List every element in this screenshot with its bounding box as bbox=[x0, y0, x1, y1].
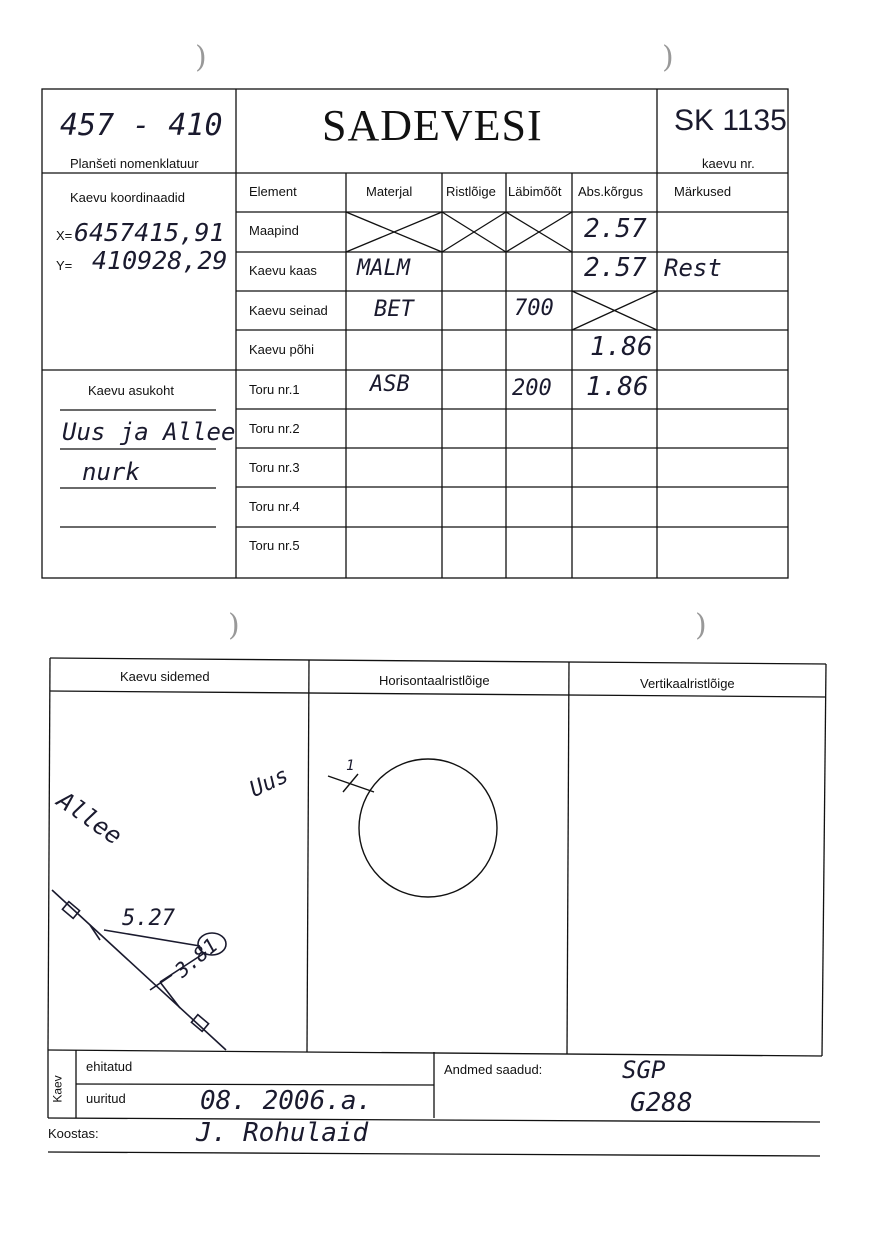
punch-hole: ) bbox=[695, 608, 707, 643]
built-label: ehitatud bbox=[86, 1059, 133, 1074]
well-circle bbox=[359, 759, 497, 897]
tie-distance-1: 5.27 bbox=[122, 906, 175, 931]
row-abs: 1.86 bbox=[590, 332, 653, 362]
well-number-label: kaevu nr. bbox=[702, 156, 755, 171]
row-element: Toru nr.5 bbox=[249, 538, 300, 553]
punch-hole: ) bbox=[195, 40, 207, 75]
map-sheet-label: Planšeti nomenklatuur bbox=[70, 156, 199, 171]
col-header-element: Element bbox=[249, 184, 297, 199]
sketch-col-ties: Kaevu sidemed bbox=[120, 669, 210, 684]
sketch-col-vertical: Vertikaalristlõige bbox=[640, 676, 735, 691]
pipe-number-mark: 1 bbox=[346, 758, 355, 774]
x-prefix: X= bbox=[56, 228, 73, 243]
data-received-value-1: SGP bbox=[622, 1056, 666, 1084]
map-sheet-value: 457 - 410 bbox=[60, 108, 223, 143]
row-element: Toru nr.2 bbox=[249, 421, 300, 436]
sketch-col-horizontal: Horisontaalristlõige bbox=[379, 673, 490, 688]
coordinates-label: Kaevu koordinaadid bbox=[70, 190, 185, 205]
page-title: SADEVESI bbox=[322, 101, 543, 150]
row-element: Kaevu põhi bbox=[249, 342, 315, 357]
street-label: Uus bbox=[246, 763, 293, 803]
col-header-markused: Märkused bbox=[674, 184, 732, 199]
row-element: Maapind bbox=[249, 223, 299, 238]
row-materjal: MALM bbox=[357, 256, 410, 281]
punch-hole: ) bbox=[662, 40, 674, 75]
punch-hole: ) bbox=[228, 608, 240, 643]
tie-distance-2: 3.81 bbox=[170, 933, 223, 983]
location-label: Kaevu asukoht bbox=[88, 383, 175, 398]
col-header-materjal: Materjal bbox=[366, 184, 413, 199]
row-element: Toru nr.4 bbox=[249, 499, 300, 514]
col-header-ristloige: Ristlõige bbox=[446, 184, 496, 199]
row-labimoot: 700 bbox=[514, 296, 554, 321]
street-label: Allee bbox=[51, 786, 128, 851]
y-coordinate-value: 410928,29 bbox=[92, 246, 228, 275]
col-header-labimoot: Läbimõõt bbox=[508, 184, 562, 199]
row-labimoot: 200 bbox=[512, 376, 552, 401]
author-label: Koostas: bbox=[48, 1126, 99, 1141]
row-abs: 2.57 bbox=[584, 253, 647, 283]
well-number-value: SK 1135 bbox=[674, 104, 787, 137]
row-element: Kaevu kaas bbox=[249, 263, 317, 278]
row-abs: 2.57 bbox=[584, 214, 647, 244]
row-materjal: ASB bbox=[370, 372, 410, 397]
x-coordinate-value: 6457415,91 bbox=[74, 218, 225, 247]
y-prefix: Y= bbox=[56, 258, 73, 273]
row-element: Toru nr.1 bbox=[249, 382, 300, 397]
col-header-abs-korgus: Abs.kõrgus bbox=[578, 184, 644, 199]
row-element: Kaevu seinad bbox=[249, 303, 328, 318]
location-line-2: nurk bbox=[82, 458, 140, 486]
row-materjal: BET bbox=[374, 297, 414, 322]
author-value: J. Rohulaid bbox=[196, 1118, 369, 1148]
location-line-1: Uus ja Allee bbox=[62, 418, 236, 446]
row-abs: 1.86 bbox=[586, 372, 649, 402]
data-received-value-2: G288 bbox=[630, 1088, 693, 1118]
row-element: Toru nr.3 bbox=[249, 460, 300, 475]
surveyed-value: 08. 2006.a. bbox=[200, 1086, 373, 1116]
data-received-label: Andmed saadud: bbox=[444, 1062, 543, 1077]
well-side-label: Kaev bbox=[50, 1075, 65, 1103]
surveyed-label: uuritud bbox=[86, 1091, 126, 1106]
row-markused: Rest bbox=[664, 254, 722, 282]
